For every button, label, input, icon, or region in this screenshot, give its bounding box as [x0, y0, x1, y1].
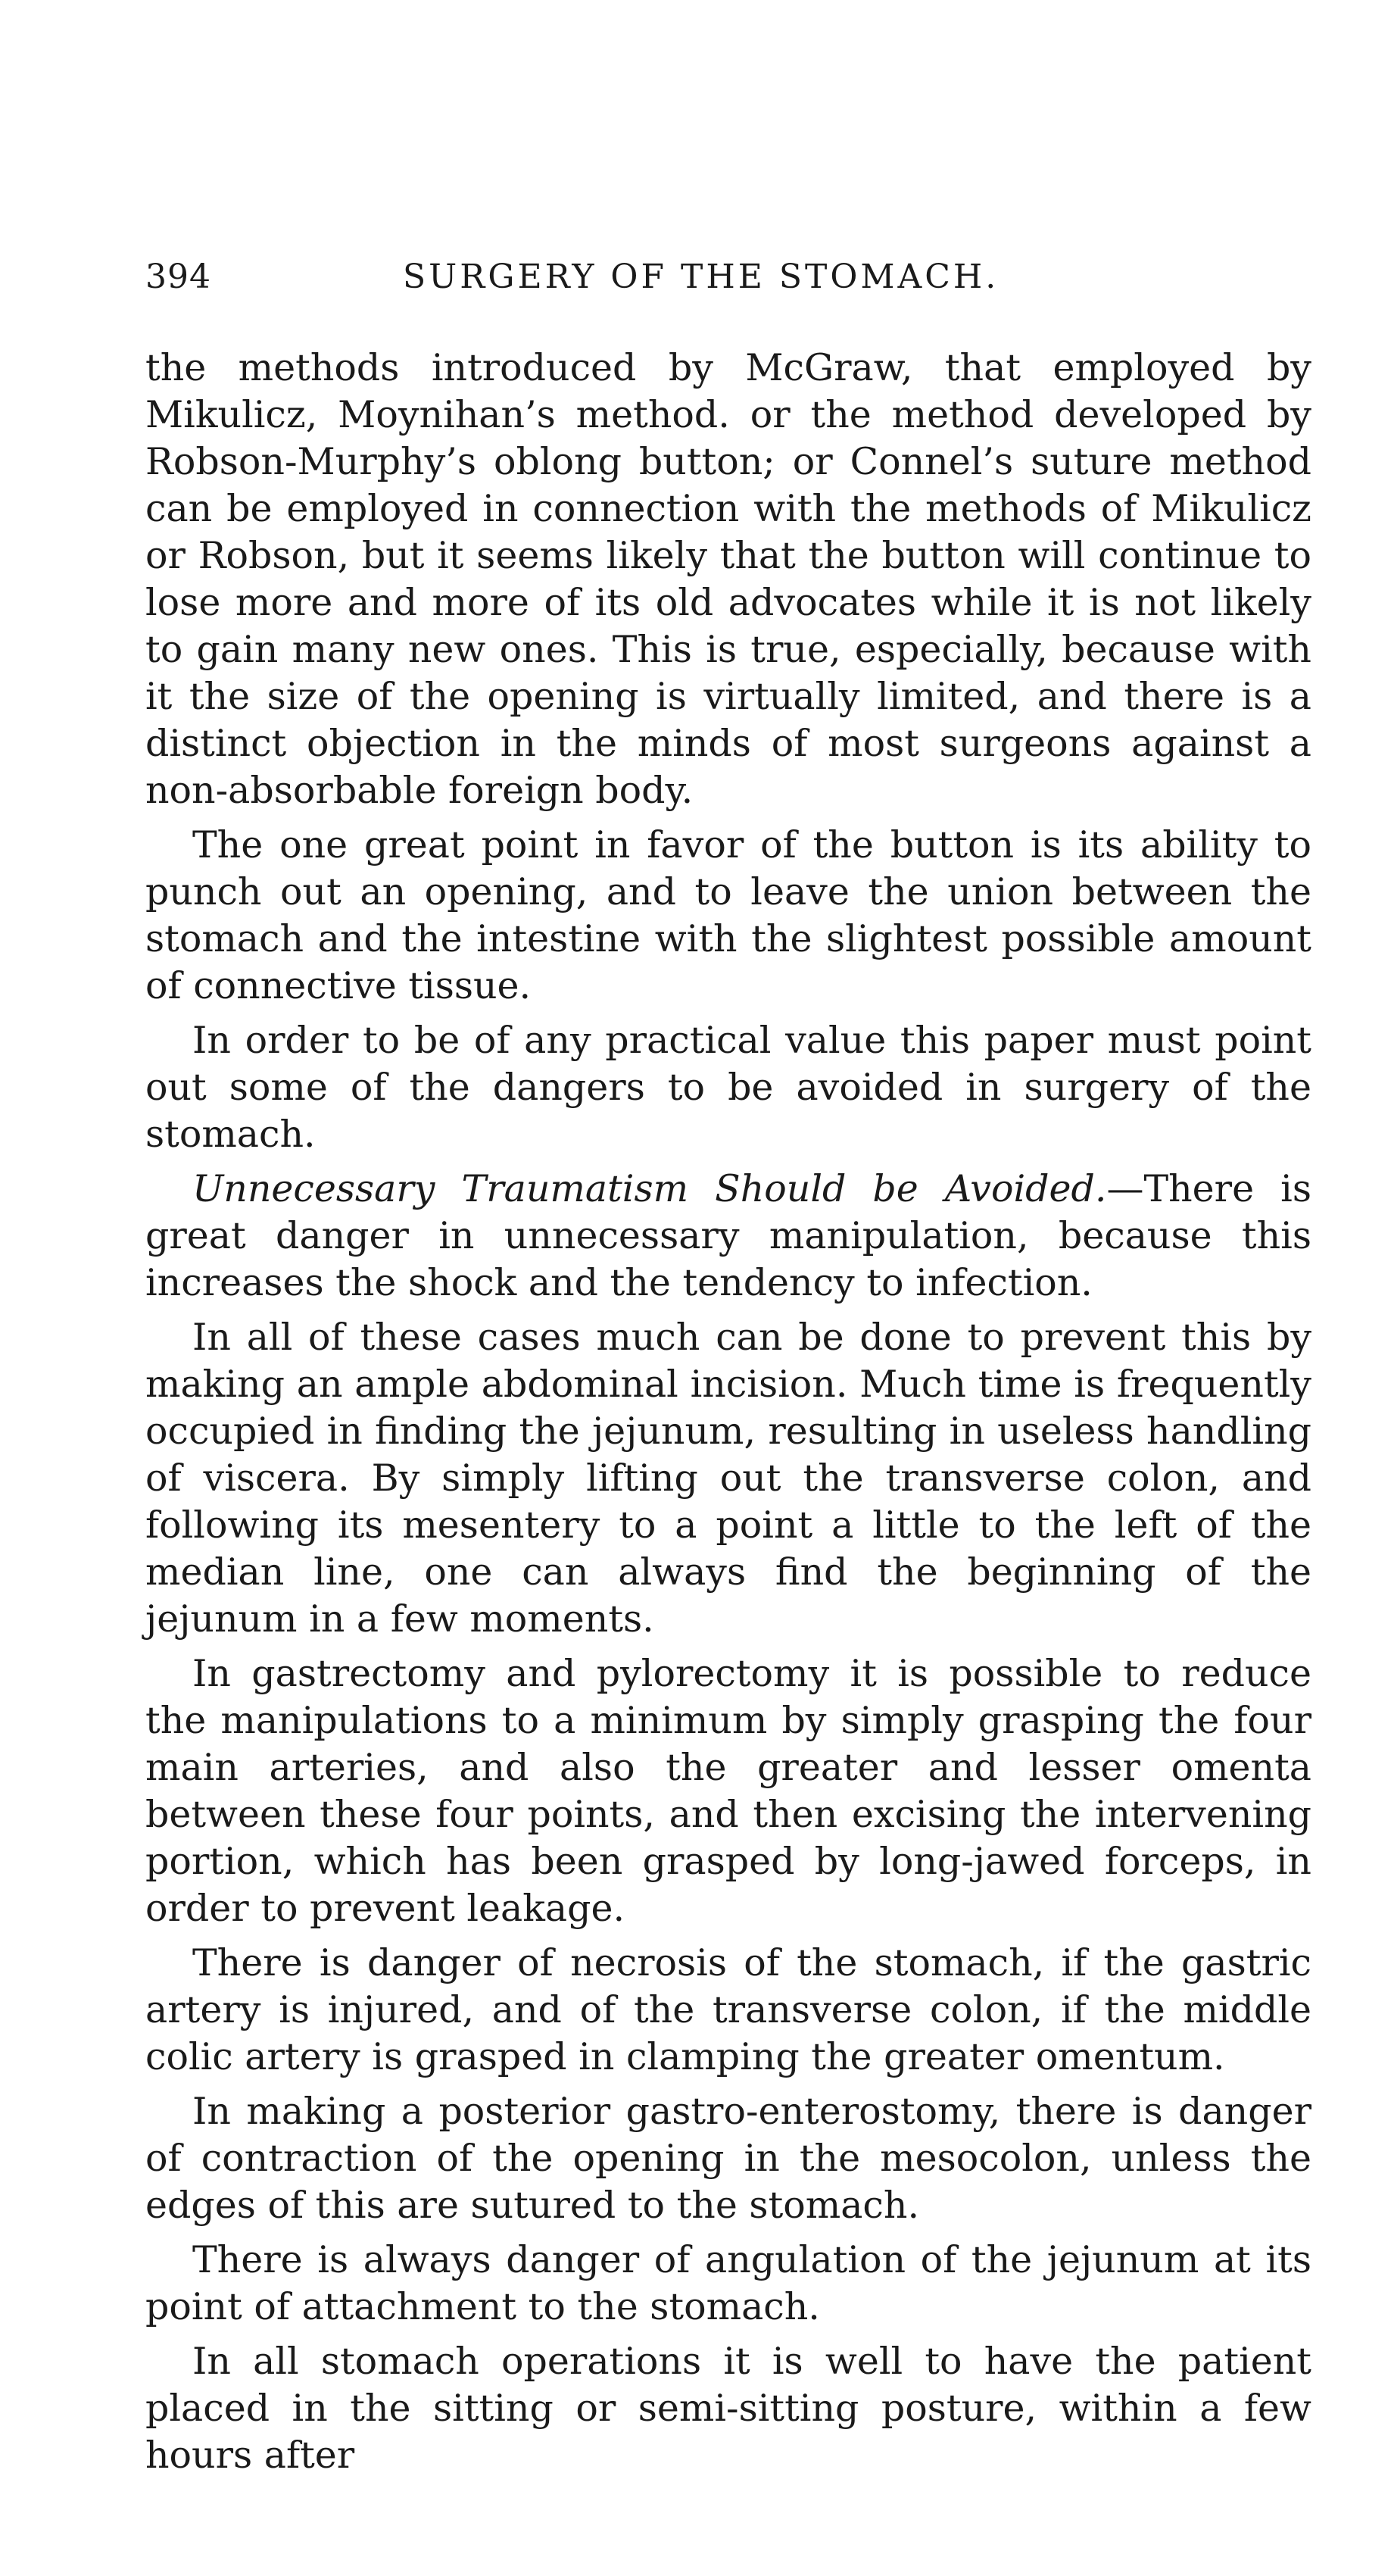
page-header [145, 258, 1311, 303]
paragraph-continued [145, 345, 1311, 814]
paragraph-text: There is always danger of angulation of the jejunum at its point of attachment to the stomach. [145, 2238, 1311, 2328]
paragraph-text: The one great point in favor of the button is its ability to punch out an opening, and to leave the union between the stomach and the intestine with the slightest possible amount of connective tissue. [145, 823, 1311, 1007]
paragraph-text: In order to be of any practical value this paper must point out some of the dangers to be avoided in surgery of the stomach. [145, 1019, 1311, 1156]
paragraph-text: There is danger of necrosis of the stomach, if the gastric artery is injured, and of the transverse colon, if the middle colic artery is grasped in clamping the greater omentum. [145, 1941, 1311, 2078]
paragraph-text: In all of these cases much can be done to prevent this by making an ample abdominal incision. Much time is frequently occupied in finding the jejunum, resulting in useless handling of viscera. By simply lifting out the transverse colon, and following its mesentery to a point a little to the left of the median line, one can always find the beginning of the jejunum in a few moments. [145, 1316, 1311, 1641]
running-head: SURGERY OF THE STOMACH. [403, 258, 1000, 296]
paragraph-traumatism [145, 1166, 1311, 1307]
paragraph-necrosis [145, 1940, 1311, 2081]
paragraph-posture [145, 2338, 1311, 2479]
paragraph-text: In making a posterior gastro-enterostomy, there is danger of contraction of the opening in the mesocolon, unless the edges of this are sutured to the stomach. [145, 2090, 1311, 2227]
paragraph-text: In gastrectomy and pylorectomy it is possible to reduce the manipulations to a minimum by simply grasping the four main arteries, and also the greater and lesser omenta between these four points, and then excising the intervening portion, which has been grasped by long-jawed forceps, in order to prevent leakage. [145, 1652, 1311, 1930]
section-heading: Unnecessary Traumatism Should be Avoided. [192, 1167, 1107, 1210]
paragraph-text: —There is great danger in unnecessary manipulation, because this increases the shock and the tendency to infection. [145, 1167, 1311, 1304]
paragraph-contraction [145, 2088, 1311, 2229]
body-text [145, 345, 1311, 2487]
paragraph-text: In all stomach operations it is well to have the patient placed in the sitting or semi-sitting posture, within a few hours after [145, 2340, 1311, 2477]
paragraph-incision [145, 1314, 1311, 1643]
paragraph-dangers-intro [145, 1017, 1311, 1158]
paragraph-gastrectomy [145, 1650, 1311, 1932]
page-number: 394 [145, 258, 211, 296]
paragraph-button [145, 822, 1311, 1010]
paragraph-angulation [145, 2237, 1311, 2331]
paragraph-text: the methods introduced by McGraw, that employed by Mikulicz, Moynihan’s method. or the method developed by Robson-Murphy’s oblong button; or Connel’s suture method can be employed in connection with the methods of Mikulicz or Robson, but it seems likely that the button will continue to lose more and more of its old advocates while it is not likely to gain many new ones. This is true, especially, because with it the size of the opening is virtually limited, and there is a distinct objection in the minds of most surgeons against a non-absorbable foreign body. [145, 346, 1311, 812]
